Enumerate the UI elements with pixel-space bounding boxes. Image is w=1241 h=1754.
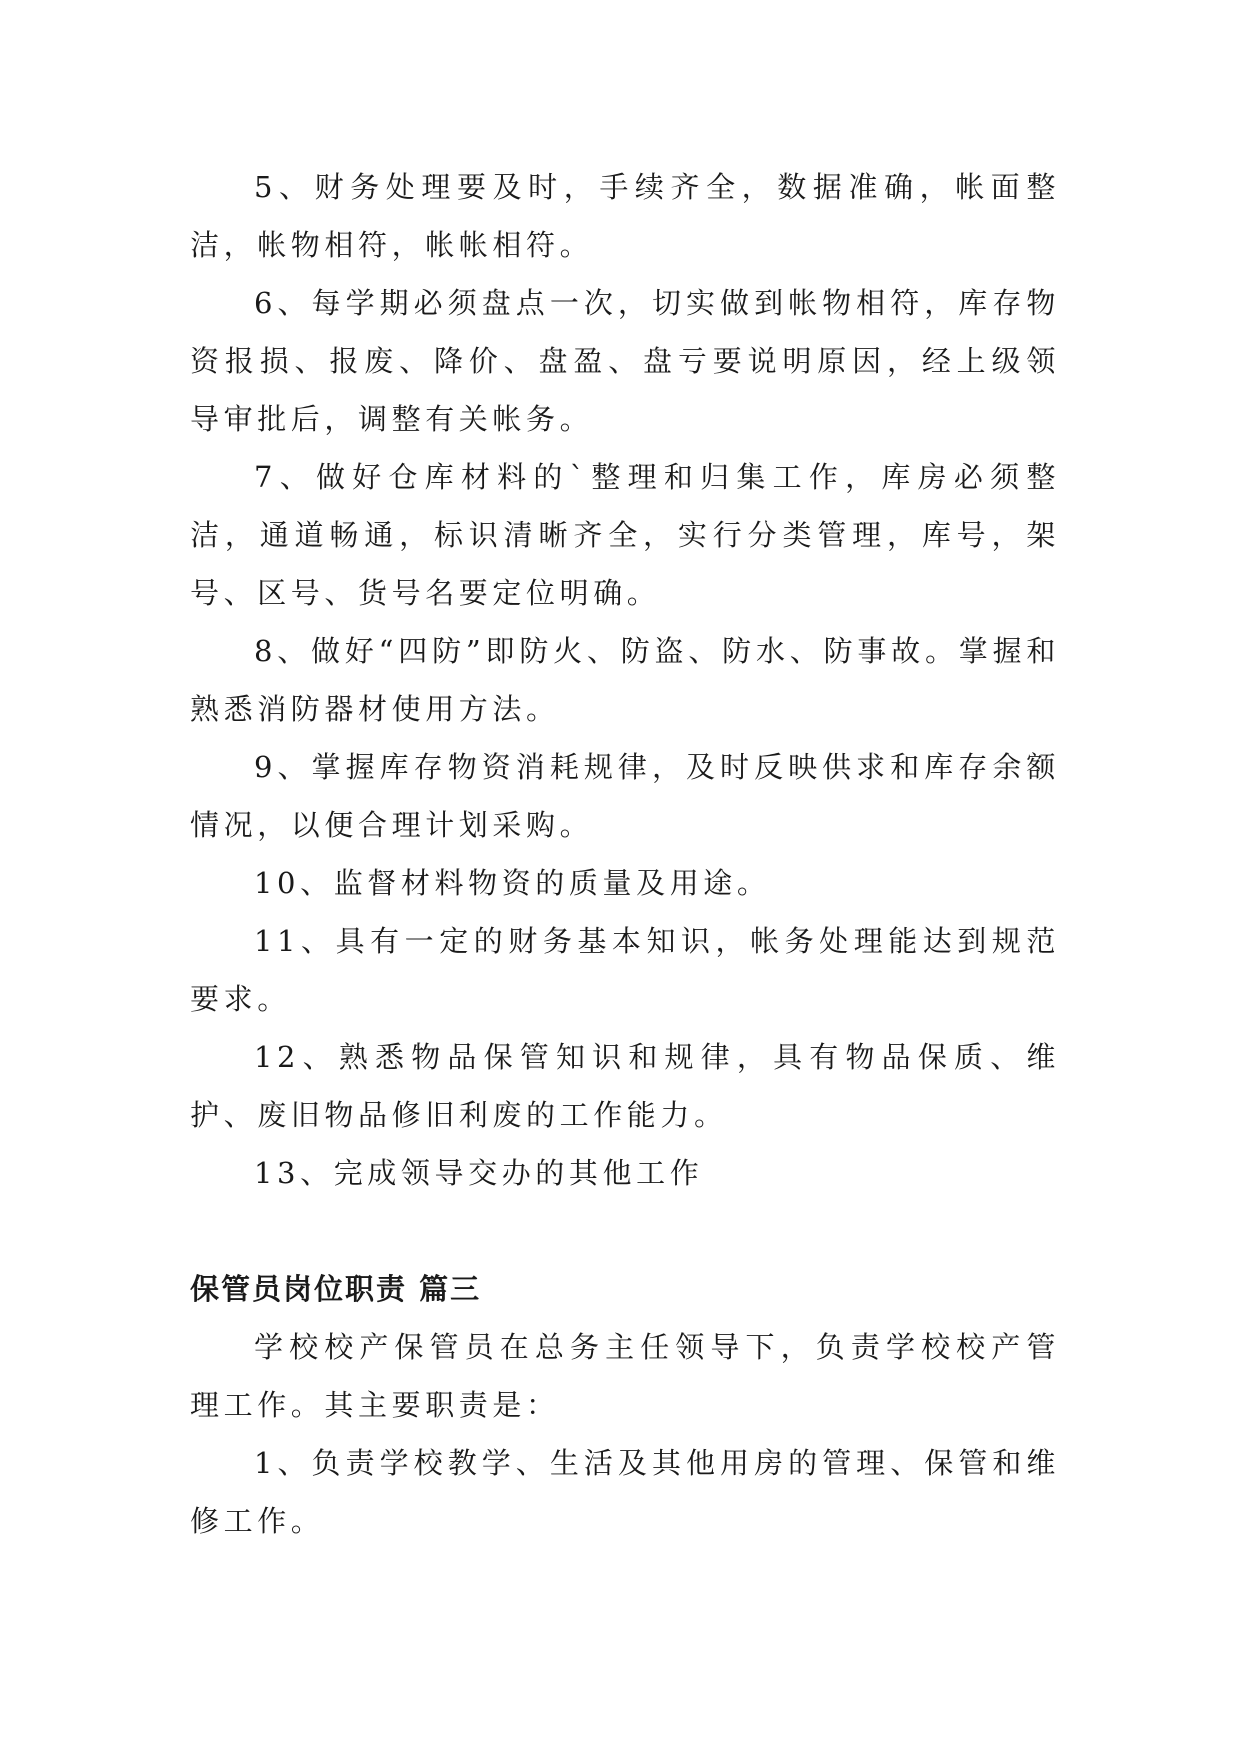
- paragraph-item-5: 5、财务处理要及时，手续齐全，数据准确，帐面整洁，帐物相符，帐帐相符。: [190, 170, 1060, 262]
- paragraph-item-11: 11、具有一定的财务基本知识，帐务处理能达到规范要求。: [190, 924, 1060, 1016]
- document-body: [190, 158, 1060, 1550]
- paragraph-item-10: 10、监督材料物资的质量及用途。: [254, 866, 771, 900]
- paragraph-item-12: 12、熟悉物品保管知识和规律，具有物品保质、维护、废旧物品修旧利废的工作能力。: [190, 1040, 1060, 1132]
- paragraph-item-13: 13、完成领导交办的其他工作: [254, 1156, 704, 1190]
- paragraph-item-8: 8、做好“四防”即防火、防盗、防水、防事故。掌握和熟悉消防器材使用方法。: [190, 634, 1060, 726]
- paragraph-item-9: 9、掌握库存物资消耗规律，及时反映供求和库存余额情况，以便合理计划采购。: [190, 750, 1060, 842]
- paragraph-item-7: 7、做好仓库材料的`整理和归集工作，库房必须整洁，通道畅通，标识清晰齐全，实行分类管理，库号，架号、区号、货号名要定位明确。: [190, 460, 1060, 610]
- section-intro-paragraph: 学校校产保管员在总务主任领导下，负责学校校产管理工作。其主要职责是：: [190, 1330, 1060, 1422]
- paragraph-item-6: 6、每学期必须盘点一次，切实做到帐物相符，库存物资报损、报废、降价、盘盈、盘亏要说明原因，经上级领导审批后，调整有关帐务。: [190, 286, 1060, 436]
- paragraph-item-1: 1、负责学校教学、生活及其他用房的管理、保管和维修工作。: [190, 1446, 1060, 1538]
- section-heading: 保管员岗位职责 篇三: [190, 1272, 482, 1306]
